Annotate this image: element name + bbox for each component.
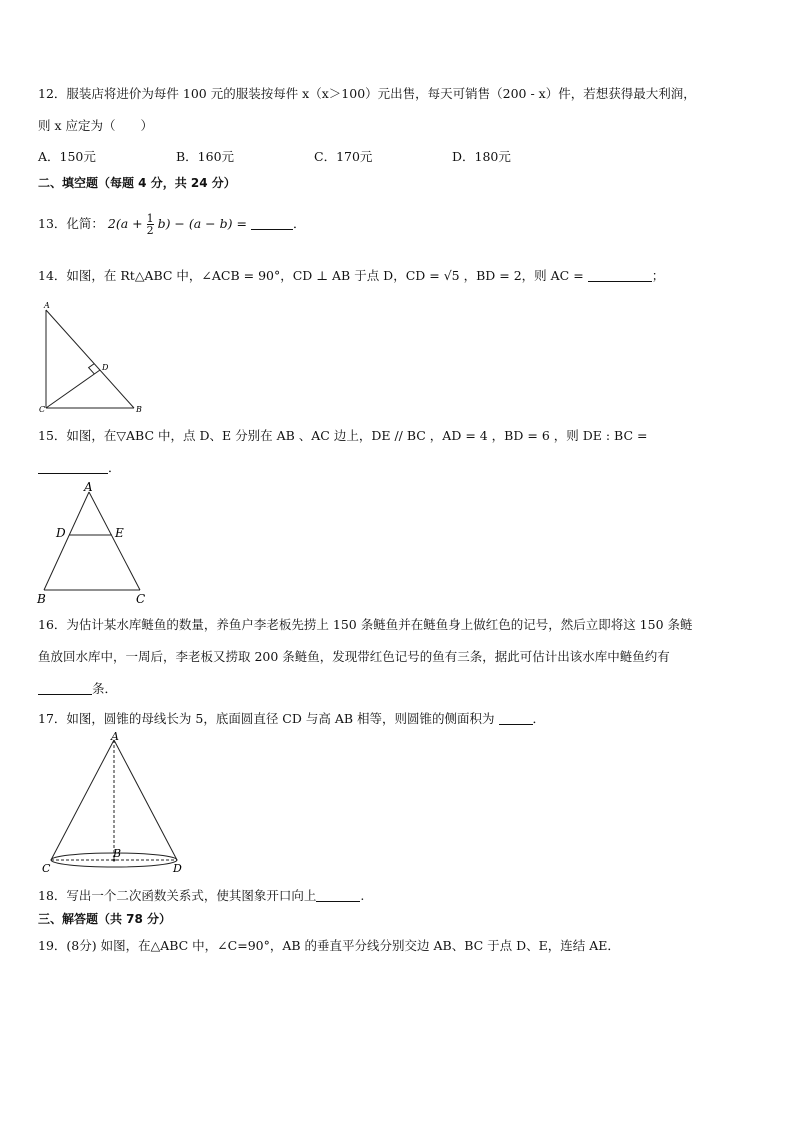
q15-side-ac [89, 492, 140, 590]
q14-text: 14．如图，在 Rt△ABC 中，∠ACB = 90°，CD ⊥ AB 于点 D，CD = √5 ，BD = 2，则 AC = [38, 268, 584, 283]
q19-text: 19．(8分) 如图，在△ABC 中，∠C=90°，AB 的垂直平分线分别交边 AB、BC 于点 D、E，连结 AE． [38, 938, 620, 953]
q18-answer-blank [316, 889, 360, 902]
q14-label-c: C [39, 405, 46, 414]
q14 [38, 266, 664, 284]
q14-side-ab [46, 310, 134, 408]
q14-label-a: A [44, 301, 50, 310]
q13-prefix: 13．化简： [38, 216, 104, 231]
q16-line1: 16．为估计某水库鲢鱼的数量，养鱼户李老板先捞上 150 条鲢鱼并在鲢鱼身上做红色的记号，然后立即将这 150 条鲢 [38, 617, 693, 632]
q18-text: 18．写出一个二次函数关系式，使其图象开口向上 [38, 888, 317, 903]
q14-right-angle-mark [89, 364, 95, 374]
q18-tail: . [360, 888, 365, 903]
q17-figure [38, 728, 188, 876]
q17-slant-ad [114, 740, 177, 860]
q17-slant-ac [51, 740, 114, 860]
q17-answer-blank [499, 712, 533, 725]
q16-line3 [38, 679, 117, 697]
q17-label-c: C [42, 862, 51, 875]
q15-label-b: B [37, 592, 46, 606]
q17-label-a: A [111, 730, 119, 743]
q15-tail: ． [108, 460, 121, 475]
q16-line2: 鱼放回水库中，一周后，李老板又捞取 200 条鲢鱼，发现带红色记号的鱼有三条，据此可估计出该水库中鲢鱼约有 [38, 649, 670, 664]
q15-label-a: A [84, 482, 93, 494]
q13-frac-den: 2 [146, 224, 154, 237]
q14-answer-blank [588, 269, 652, 282]
q15-answer-blank [38, 461, 108, 474]
section-fill-in-heading: 二、填空题（每题 4 分，共 24 分） [38, 176, 236, 190]
q13-tail: ． [292, 216, 306, 231]
q13-expr-left: 2(a + [107, 216, 147, 231]
q15-label-d: D [56, 526, 66, 540]
q12-option-c: C．170元 [314, 149, 373, 164]
q14-figure [36, 298, 146, 416]
section-solution-heading: 三、解答题（共 78 分） [38, 912, 172, 926]
q15-figure [36, 482, 156, 606]
q13-fraction [147, 213, 154, 236]
q15-text: 15．如图，在▽ABC 中，点 D、E 分别在 AB 、AC 边上，DE // BC ，AD = 4 ，BD = 6 ，则 DE : BC = [38, 428, 648, 443]
q12-option-a: A．150元 [38, 149, 96, 164]
q14-tail: ； [651, 268, 665, 283]
q15-label-e: E [115, 526, 124, 540]
q13 [38, 213, 305, 236]
q12-option-b: B．160元 [176, 149, 235, 164]
q17-label-d: D [173, 862, 182, 875]
q17-text: 17．如图，圆锥的母线长为 5，底面圆直径 CD 与高 AB 相等，则圆锥的侧面积为 [38, 711, 495, 726]
q14-label-b: B [136, 405, 142, 414]
q14-altitude-cd [46, 370, 100, 408]
q16-answer-blank [38, 682, 92, 695]
q12-option-d: D．180元 [452, 149, 511, 164]
q17-label-b: B [113, 847, 122, 860]
q15-label-c: C [136, 592, 146, 606]
q17 [38, 709, 545, 727]
q14-label-d: D [102, 363, 109, 372]
q12-line2: 则 x 应定为（ ） [38, 118, 153, 133]
q15-side-ab [44, 492, 89, 590]
q16-tail: 条． [92, 681, 118, 696]
q15-answer-line [38, 458, 121, 476]
q17-tail: ． [532, 711, 546, 726]
q13-frac-num: 1 [146, 212, 154, 225]
q12-line1: 12．服装店将进价为每件 100 元的服装按每件 x（x＞100）元出售，每天可销售（200 - x）件，若想获得最大利润， [38, 86, 696, 101]
q13-expr-mid: b) − (a − b) = [157, 216, 247, 231]
q13-answer-blank [251, 217, 293, 230]
q18 [38, 886, 364, 904]
